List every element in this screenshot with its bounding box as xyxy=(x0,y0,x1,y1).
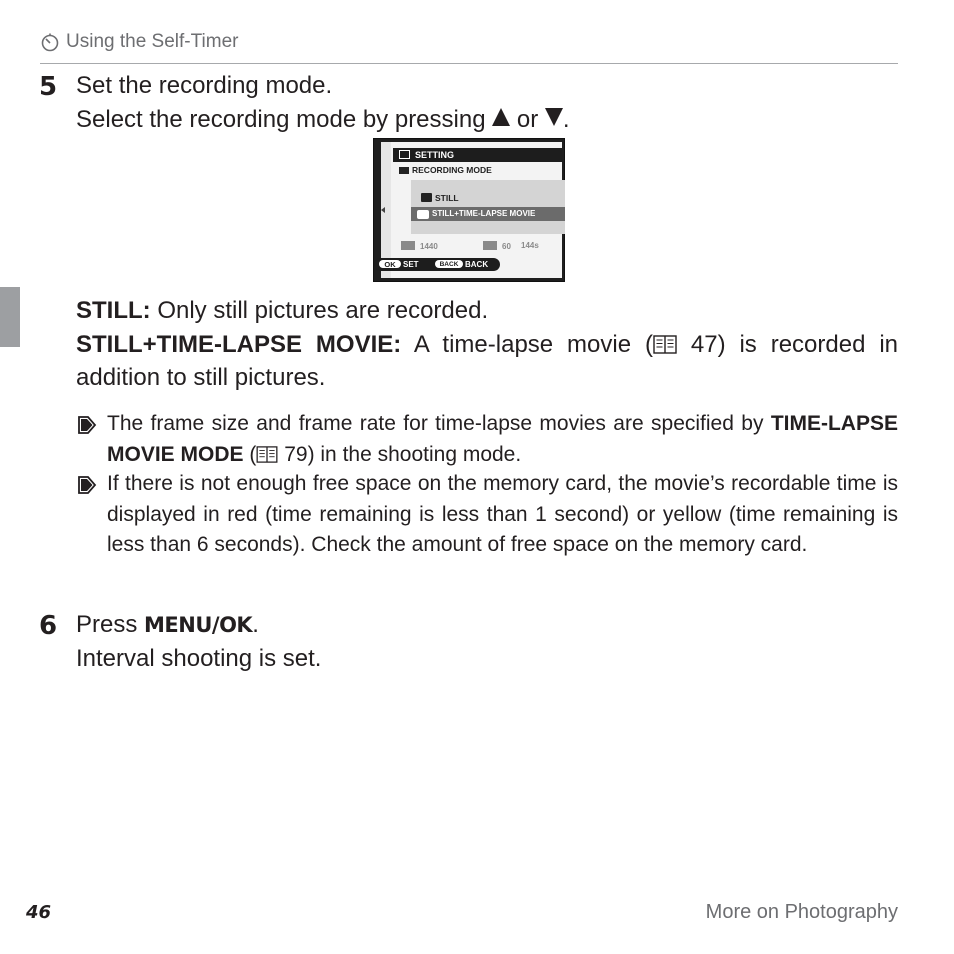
step-number: 6 xyxy=(39,611,58,641)
setting-icon xyxy=(399,150,410,159)
frames-icon xyxy=(401,241,415,250)
time-stat: 144s xyxy=(521,241,539,250)
note2-text: If there is not enough free space on the memory card, the movie’s recordable time is displayed in red (time remaining is less than 1 second) or yellow (time remaining is less than 6 seconds). Check the amount of free space on the memory card. xyxy=(107,472,898,556)
note-frame-size xyxy=(76,409,898,470)
book-icon xyxy=(256,446,278,463)
step6-period: . xyxy=(252,611,259,638)
note1-page-reference[interactable]: 79 xyxy=(284,442,308,466)
instruction-or: or xyxy=(516,106,539,133)
option-timelapse-label: STILL+TIME-LAPSE MOVIE xyxy=(432,209,536,218)
camera-screen xyxy=(373,138,565,282)
up-arrow-icon xyxy=(492,108,510,126)
down-arrow-icon xyxy=(545,108,563,126)
page-reference[interactable]: 47 xyxy=(690,331,718,358)
frames-stat xyxy=(401,241,438,251)
left-arrow-icon xyxy=(381,207,385,213)
ok-button-icon: OK xyxy=(379,260,401,268)
status-row xyxy=(401,241,561,253)
hd-icon xyxy=(483,241,497,250)
set-label: SET xyxy=(403,260,419,269)
timelapse-description xyxy=(76,328,898,394)
page-number: 46 xyxy=(26,902,52,923)
still-desc: Only still pictures are recorded. xyxy=(157,297,489,324)
note1-setting: TIME-LAPSE MOVIE MODE xyxy=(107,412,898,466)
timelapse-desc-post: ) is recorded in addition to still pictures. xyxy=(76,331,899,391)
option-timelapse-selected[interactable] xyxy=(411,207,565,221)
note-free-space xyxy=(76,469,898,561)
options-list xyxy=(411,180,565,234)
step-number: 5 xyxy=(39,72,58,102)
option-still-label: STILL xyxy=(435,193,459,203)
option-still[interactable] xyxy=(421,193,459,203)
note-icon xyxy=(76,415,98,435)
camera-icon xyxy=(421,193,432,202)
recording-mode-icon xyxy=(399,167,409,174)
note1-text: The frame size and frame rate for time-lapse movies are specified by xyxy=(107,412,764,435)
still-term: STILL: xyxy=(76,297,151,324)
instruction-end: . xyxy=(562,106,570,133)
menu-title: SETTING xyxy=(415,150,455,160)
page-header xyxy=(40,31,238,53)
menu-title-bar xyxy=(393,148,562,162)
menu-ok-button-label: MENU/OK xyxy=(144,613,253,637)
self-timer-icon xyxy=(40,32,60,52)
step6-result: Interval shooting is set. xyxy=(76,645,322,672)
footer-section: More on Photography xyxy=(705,901,898,923)
press-text: Press xyxy=(76,611,138,638)
note-icon xyxy=(76,475,98,495)
timelapse-icon xyxy=(417,210,429,219)
book-icon xyxy=(653,335,677,354)
step6-instruction xyxy=(76,611,259,639)
step-heading: Set the recording mode. xyxy=(76,72,333,99)
back-label: BACK xyxy=(465,260,489,269)
header-divider xyxy=(40,63,898,64)
timelapse-term: STILL+TIME-LAPSE MOVIE: xyxy=(76,331,402,358)
fps-value: 60 xyxy=(502,242,511,251)
note1-post: ) in the shooting mode. xyxy=(307,442,522,466)
instruction-text: Select the recording mode by pressing xyxy=(76,106,486,133)
fps-stat xyxy=(483,241,511,251)
back-button-icon: BACK xyxy=(435,260,463,268)
still-description xyxy=(76,294,898,327)
frames-value: 1440 xyxy=(420,242,438,251)
timelapse-desc-pre: A time-lapse movie ( xyxy=(413,331,653,358)
chapter-tab xyxy=(0,287,20,347)
note1-ref-open: ( xyxy=(249,442,257,466)
menu-subtitle-text: RECORDING MODE xyxy=(412,165,492,175)
menu-subtitle xyxy=(399,165,492,175)
button-guide-bar xyxy=(374,258,500,271)
section-title: Using the Self-Timer xyxy=(66,31,239,52)
step-instruction xyxy=(76,106,570,134)
